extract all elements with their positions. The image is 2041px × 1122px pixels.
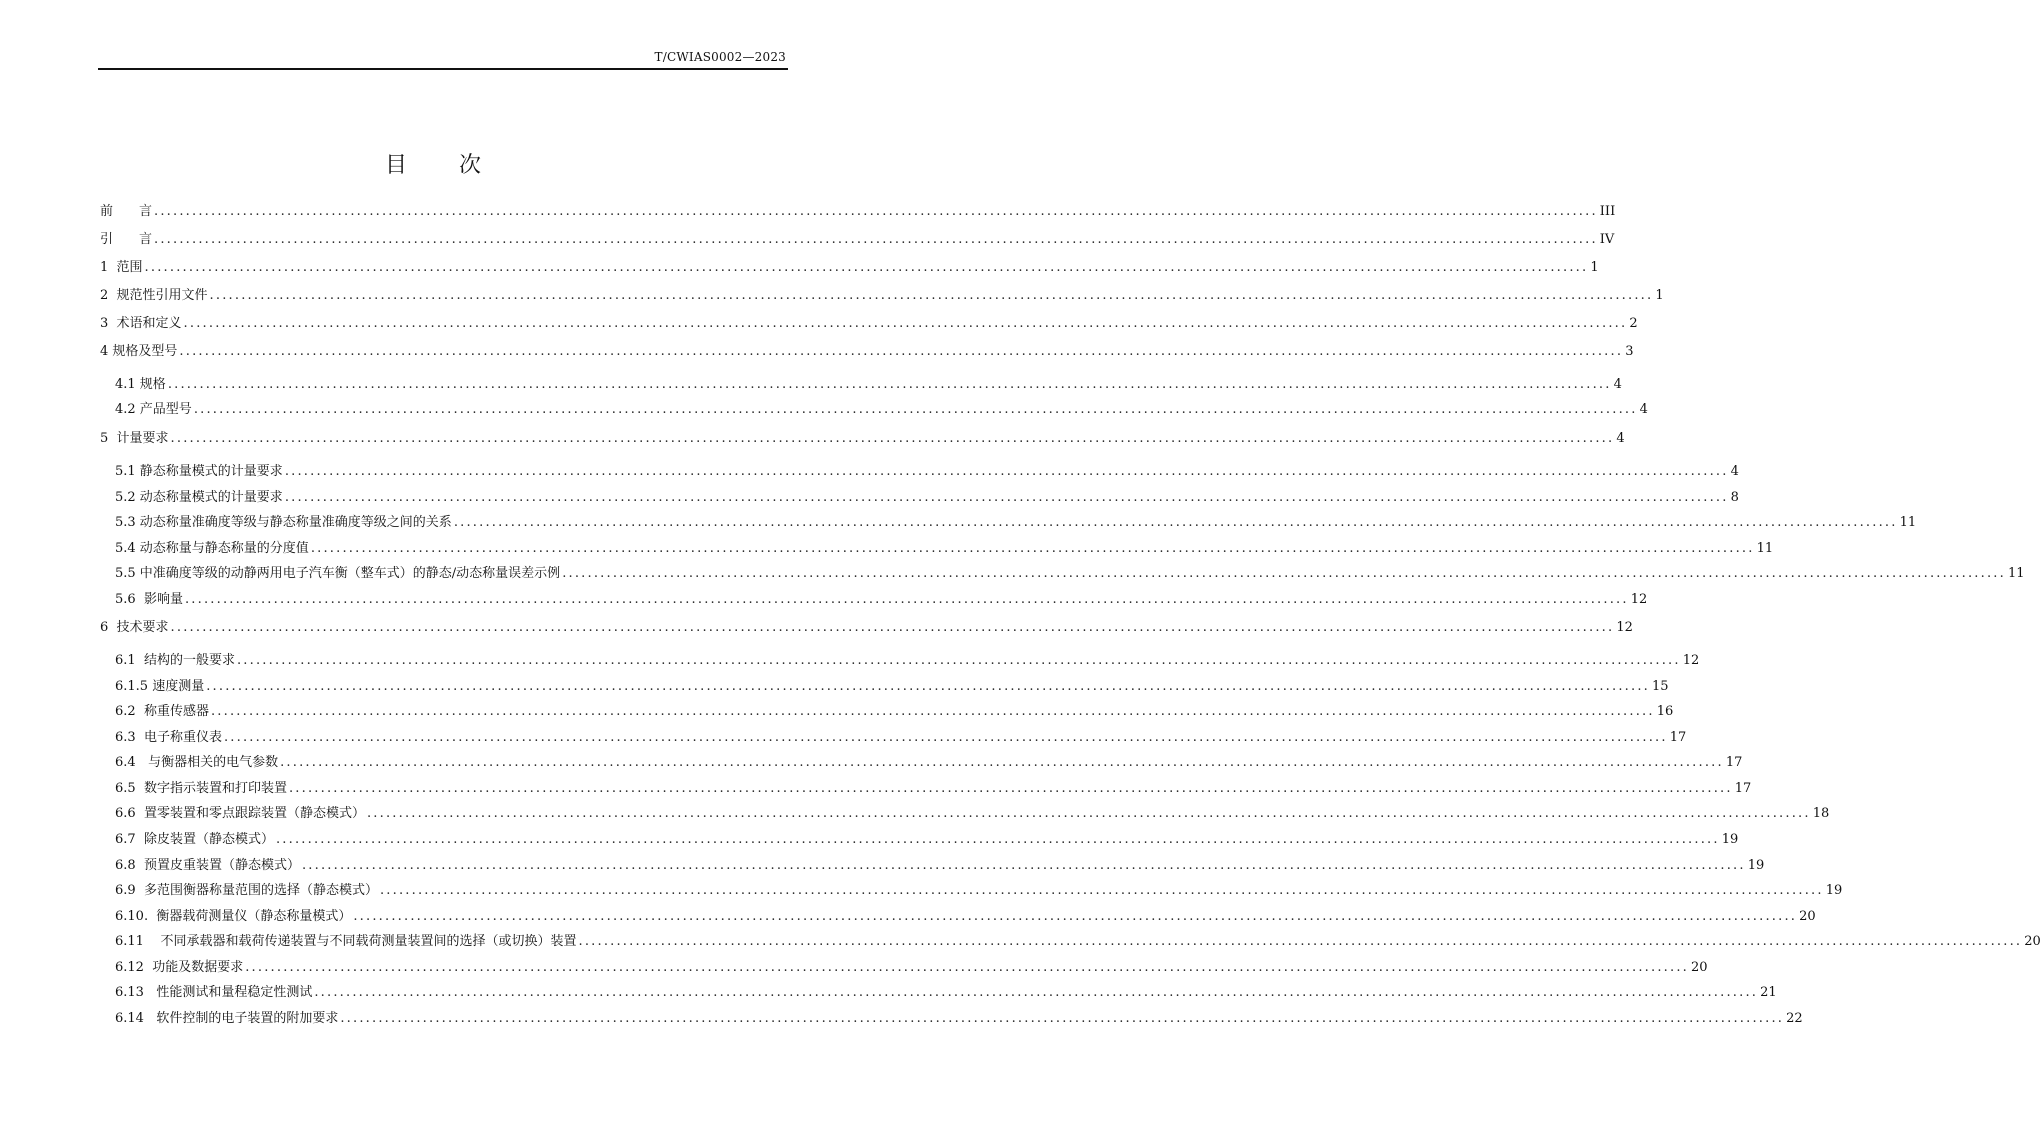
toc-entry[interactable] [115, 855, 1765, 875]
toc-leader-dots: .................................................................................................................................................................................................................................... [210, 704, 1655, 719]
toc-leader-dots: .................................................................................................................................................................................................................................... [284, 464, 1729, 479]
toc-entry-title: 5.3 动态称量准确度等级与静态称量准确度等级之间的关系 [115, 515, 452, 530]
toc-entry[interactable] [100, 201, 1616, 221]
toc-page-number: 11 [2007, 566, 2025, 581]
toc-entry-title: 6 技术要求 [100, 620, 169, 635]
toc-leader-dots: .................................................................................................................................................................................................................................... [275, 832, 1720, 847]
toc-entry-title: 5 计量要求 [100, 431, 169, 446]
toc-entry-title: 6.5 数字指示装置和打印装置 [115, 781, 287, 796]
toc-page-number: 8 [1730, 490, 1739, 505]
toc-page-number: 2 [1629, 316, 1638, 331]
toc-page-number: 4 [1616, 431, 1625, 446]
toc-page-number: 11 [1899, 515, 1917, 530]
toc-leader-dots: .................................................................................................................................................................................................................................... [284, 490, 1729, 505]
toc-entry-title: 5.6 影响量 [115, 592, 183, 607]
toc-page-number: 16 [1656, 704, 1674, 719]
toc-entry[interactable] [115, 461, 1739, 481]
toc-entry-title: 6.8 预置皮重装置（静态模式） [115, 858, 300, 873]
toc-leader-dots: .................................................................................................................................................................................................................................... [209, 288, 1654, 303]
toc-page-number: 17 [1725, 755, 1743, 770]
title-part-1: 目 [384, 153, 407, 178]
toc-page-number: 4 [1613, 377, 1622, 392]
toc-page-number: 12 [1682, 653, 1700, 668]
toc-page-number: 18 [1812, 806, 1830, 821]
toc-entry-title: 6.1 结构的一般要求 [115, 653, 235, 668]
toc-entry[interactable] [115, 957, 1708, 977]
toc-entry[interactable] [115, 982, 1777, 1002]
toc-entry-title: 6.10. 衡器载荷测量仪（静态称量模式） [115, 909, 352, 924]
toc-entry[interactable] [100, 229, 1615, 249]
header-divider [98, 68, 788, 70]
toc-entry-title: 5.5 中准确度等级的动静两用电子汽车衡（整车式）的静态/动态称量误差示例 [115, 566, 561, 581]
toc-entry[interactable] [115, 374, 1622, 394]
toc-leader-dots: .................................................................................................................................................................................................................................... [183, 316, 1628, 331]
toc-entry[interactable] [115, 803, 1830, 823]
toc-page-number: 19 [1721, 832, 1739, 847]
toc-page-number: 4 [1730, 464, 1739, 479]
toc-leader-dots: .................................................................................................................................................................................................................................... [236, 653, 1681, 668]
toc-entry-title: 5.1 静态称量模式的计量要求 [115, 464, 283, 479]
toc-entry[interactable] [115, 906, 1816, 926]
toc-entry-title: 4.1 规格 [115, 377, 166, 392]
toc-entry-title: 6.11 不同承载器和载荷传递装置与不同载荷测量装置间的选择（或切换）装置 [115, 934, 577, 949]
toc-entry-title: 1 范围 [100, 260, 143, 275]
toc-entry[interactable] [100, 341, 1634, 361]
toc-entry-title: 6.13 性能测试和量程稳定性测试 [115, 985, 313, 1000]
toc-leader-dots: .................................................................................................................................................................................................................................... [154, 232, 1598, 247]
toc-entry[interactable] [100, 313, 1638, 333]
toc-leader-dots: .................................................................................................................................................................................................................................... [366, 806, 1811, 821]
toc-entry[interactable] [115, 727, 1687, 747]
toc-entry-title: 6.1.5 速度测量 [115, 679, 205, 694]
toc-leader-dots: .................................................................................................................................................................................................................................... [562, 566, 2006, 581]
toc-leader-dots: .................................................................................................................................................................................................................................... [154, 204, 1598, 219]
toc-entry[interactable] [115, 399, 1648, 419]
toc-entry[interactable] [115, 676, 1669, 696]
toc-leader-dots: .................................................................................................................................................................................................................................... [184, 592, 1629, 607]
toc-page-number: 1 [1590, 260, 1599, 275]
toc-entry[interactable] [100, 428, 1625, 448]
toc-entry[interactable] [115, 701, 1674, 721]
toc-leader-dots: .................................................................................................................................................................................................................................... [179, 344, 1624, 359]
toc-entry-title: 6.12 功能及数据要求 [115, 960, 244, 975]
toc-leader-dots: .................................................................................................................................................................................................................................... [193, 402, 1638, 417]
toc-leader-dots: .................................................................................................................................................................................................................................... [314, 985, 1759, 1000]
toc-entry-title: 6.9 多范围衡器称量范围的选择（静态模式） [115, 883, 378, 898]
title-part-2: 次 [459, 153, 482, 178]
toc-page-number: 20 [2024, 934, 2041, 949]
toc-page-number: 22 [1786, 1011, 1803, 1026]
toc-entry-title: 4 规格及型号 [100, 344, 178, 359]
toc-entry-title: 6.7 除皮装置（静态模式） [115, 832, 274, 847]
toc-leader-dots: .................................................................................................................................................................................................................................... [245, 960, 1689, 975]
toc-entry-title: 6.2 称重传感器 [115, 704, 209, 719]
toc-page-number: 12 [1616, 620, 1633, 635]
toc-leader-dots: .................................................................................................................................................................................................................................... [167, 377, 1612, 392]
toc-leader-dots: .................................................................................................................................................................................................................................... [223, 730, 1668, 745]
toc-leader-dots: .................................................................................................................................................................................................................................... [144, 260, 1589, 275]
toc-entry[interactable] [100, 257, 1599, 277]
toc-leader-dots: .................................................................................................................................................................................................................................... [206, 679, 1650, 694]
toc-page-number: 20 [1799, 909, 1816, 924]
toc-entry[interactable] [115, 487, 1739, 507]
toc-entry-title: 6.14 软件控制的电子装置的附加要求 [115, 1011, 339, 1026]
toc-page-number: III [1599, 204, 1616, 219]
toc-page-number: 11 [1756, 541, 1774, 556]
toc-page-number: 19 [1825, 883, 1843, 898]
toc-leader-dots: .................................................................................................................................................................................................................................... [453, 515, 1898, 530]
toc-leader-dots: .................................................................................................................................................................................................................................... [288, 781, 1733, 796]
toc-page-number: 1 [1655, 288, 1664, 303]
toc-entry-title: 5.2 动态称量模式的计量要求 [115, 490, 283, 505]
toc-entry-title: 6.6 置零装置和零点跟踪装置（静态模式） [115, 806, 365, 821]
toc-entry-title: 3 术语和定义 [100, 316, 182, 331]
toc-page-number: 15 [1652, 679, 1669, 694]
toc-page-number: 21 [1760, 985, 1777, 1000]
toc-leader-dots: .................................................................................................................................................................................................................................... [578, 934, 2023, 949]
toc-entry[interactable] [115, 778, 1752, 798]
toc-entry[interactable] [115, 589, 1648, 609]
toc-leader-dots: .................................................................................................................................................................................................................................... [310, 541, 1755, 556]
toc-leader-dots: .................................................................................................................................................................................................................................... [170, 620, 1615, 635]
toc-leader-dots: .................................................................................................................................................................................................................................... [340, 1011, 1785, 1026]
toc-entry[interactable] [115, 512, 1917, 532]
toc-leader-dots: .................................................................................................................................................................................................................................... [301, 858, 1746, 873]
toc-entry-title: 引 言 [100, 232, 153, 247]
page-title [0, 148, 866, 179]
toc-leader-dots: .................................................................................................................................................................................................................................... [353, 909, 1798, 924]
toc-entry-title: 前 言 [100, 204, 153, 219]
document-code: T/CWIAS0002—2023 [654, 50, 786, 64]
toc-entry[interactable] [115, 829, 1739, 849]
toc-entry[interactable] [100, 617, 1633, 637]
toc-entry-title: 6.3 电子称重仪表 [115, 730, 222, 745]
toc-entry[interactable] [115, 752, 1743, 772]
toc-page-number: IV [1599, 232, 1615, 247]
toc-page-number: 12 [1630, 592, 1648, 607]
toc-entry[interactable] [115, 880, 1843, 900]
toc-entry-title: 4.2 产品型号 [115, 402, 192, 417]
toc-leader-dots: .................................................................................................................................................................................................................................... [280, 755, 1724, 770]
toc-page-number: 20 [1691, 960, 1708, 975]
toc-leader-dots: .................................................................................................................................................................................................................................... [379, 883, 1824, 898]
toc-entry[interactable] [115, 538, 1774, 558]
toc-page-number: 17 [1669, 730, 1687, 745]
toc-entry[interactable] [115, 931, 2041, 951]
toc-entry-title: 5.4 动态称量与静态称量的分度值 [115, 541, 309, 556]
toc-leader-dots: .................................................................................................................................................................................................................................... [170, 431, 1615, 446]
toc-page-number: 17 [1734, 781, 1752, 796]
toc-entry-title: 6.4 与衡器相关的电气参数 [115, 755, 279, 770]
toc-entry[interactable] [100, 285, 1664, 305]
toc-page-number: 4 [1639, 402, 1648, 417]
toc-entry[interactable] [115, 1008, 1803, 1028]
toc-entry[interactable] [115, 563, 2025, 583]
toc-page-number: 19 [1747, 858, 1765, 873]
toc-entry[interactable] [115, 650, 1700, 670]
toc-page-number: 3 [1625, 344, 1634, 359]
toc-entry-title: 2 规范性引用文件 [100, 288, 208, 303]
